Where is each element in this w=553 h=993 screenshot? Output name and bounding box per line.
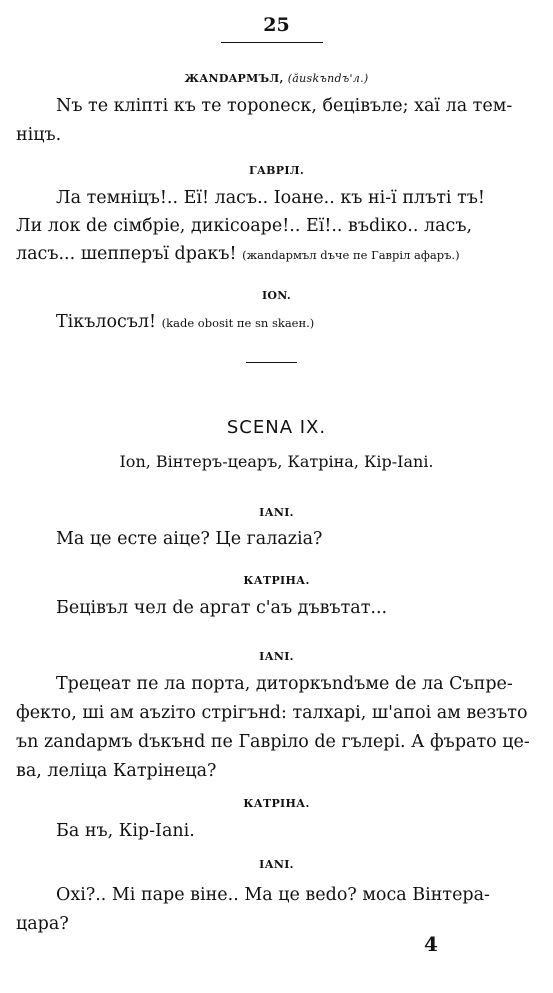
dialogue-line: Ли лок de ciмбріе, дикicoape!.. Еї!.. въdiко.. ласъ, bbox=[16, 216, 473, 236]
cast-list: Ion, Вiнтеръ-цеаръ, Катрiна, Кiр-Iаnі. bbox=[119, 452, 434, 471]
header-rule bbox=[221, 42, 323, 43]
dialogue-line: Ла темнiцъ!.. Еї! ласъ.. Ioaне.. къ ні-ї плъті тъ! bbox=[56, 188, 485, 208]
stage-direction: (kade obosit пе sn skaен.) bbox=[161, 316, 315, 330]
stage-direction: (жаndapмъл dъче пе Гаврiл афаръ.) bbox=[242, 248, 460, 262]
dialogue-line bbox=[56, 311, 314, 334]
speaker-label: IАNI. bbox=[259, 858, 294, 871]
scene-title: SCENA IX. bbox=[226, 417, 327, 438]
speaker-label: ION. bbox=[261, 289, 292, 302]
dialogue-line: ва, лелiца Катрiнеца? bbox=[16, 761, 217, 781]
dialogue-text: Тiкълосъл! bbox=[56, 312, 157, 332]
dialogue-line: цара? bbox=[16, 914, 69, 934]
dialogue-line: Ба нъ, Кiр-Iаni. bbox=[56, 821, 195, 841]
dialogue-line: Бецiвъл чел de аргат с'аъ дъвътат... bbox=[56, 598, 388, 618]
dialogue-text: ласъ... шепперъї dракъ! bbox=[16, 244, 237, 264]
speaker-label bbox=[0, 72, 553, 85]
dialogue-line: Ма це есте аiце? Це галаziа? bbox=[56, 529, 323, 549]
section-rule bbox=[246, 362, 297, 363]
speaker-name: ЖАNDAPMЪЛ, bbox=[184, 72, 284, 85]
speaker-label: ГАВРIЛ. bbox=[249, 164, 304, 177]
speaker-label: IАNI. bbox=[259, 506, 294, 519]
dialogue-line bbox=[16, 243, 460, 266]
signature-mark: 4 bbox=[424, 932, 438, 956]
speaker-label: IАNI. bbox=[259, 650, 294, 663]
dialogue-line: фекто, ші ам аъziто стрігънd: талхарі, ш'апоі ам везъто bbox=[16, 703, 528, 723]
dialogue-line: нiцъ. bbox=[16, 125, 62, 145]
speaker-label: КАТРIНА. bbox=[243, 797, 310, 810]
dialogue-line: Охi?.. Мі паре віне.. Ма це веdо? моса Вінтера- bbox=[56, 885, 490, 905]
speaker-label: КАТРIНА. bbox=[243, 574, 310, 587]
dialogue-line: ъn zandapмъ dъкънd пе Гаврiло de гълерi. А фърато це- bbox=[16, 732, 530, 752]
dialogue-line: Трецеат пе ла порта, диторкъndъме dе ла Съпре- bbox=[56, 674, 513, 694]
page-number: 25 bbox=[263, 14, 290, 36]
dialogue-line: Nъ те клiпті къ те тороnеск, бецiвъле; хаї ла тем- bbox=[56, 96, 513, 116]
stage-direction: (ăuskъndъ'л.) bbox=[287, 72, 369, 85]
